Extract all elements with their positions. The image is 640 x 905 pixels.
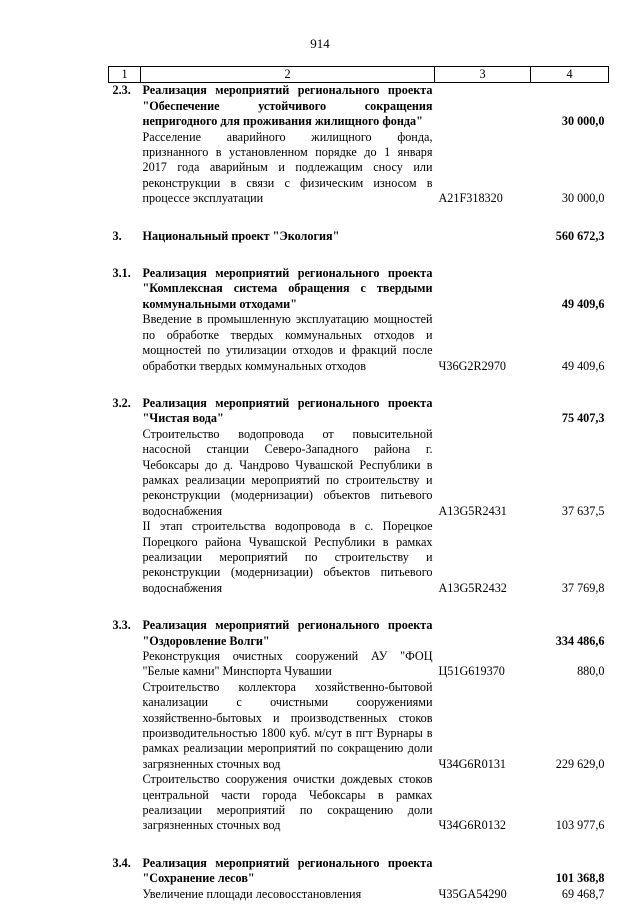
section-title: Реализация мероприятий регионального проекта "Чистая вода" [142,395,433,426]
section-row [109,229,609,244]
section-title: Национальный проект "Экология" [142,228,340,243]
table-header-row [109,67,609,83]
section-total: 334 486,6 [555,633,605,648]
section-total: 49 409,6 [561,296,605,311]
item-row [109,887,609,902]
item-description: II этап строительства водопровода в с. Порецкое Порецкого района Чувашской Республики в рамках реализации мероприятий по строительству и реконструкции (модернизации) объектов питьевого водоснабжения [142,519,433,595]
section-title: Реализация мероприятий регионального проекта "Комплексная система обращения с твердыми коммунальными отходами" [142,266,433,311]
section-total: 560 672,3 [555,228,605,243]
item-code: Ч34G6R0131 [438,756,507,771]
section-row [109,618,609,649]
item-description: Увеличение площади лесовосстановления [142,886,362,901]
item-code: А21F318320 [438,191,503,206]
section-total: 30 000,0 [561,114,605,129]
section-row [109,83,609,130]
item-amount: 37 637,5 [561,503,605,518]
item-amount: 30 000,0 [561,191,605,206]
section-number: 2.3. [112,83,131,98]
section-row [109,266,609,312]
item-code: А13G5R2431 [438,503,507,518]
item-description: Расселение аварийного жилищного фонда, признанного в установленном порядке до 1 января 2017 года аварийным и подлежащим сносу или реконструкции в связи с физическим износом в процессе эксплуатации [142,129,433,206]
item-amount: 229 629,0 [555,756,605,771]
section-number: 3.4. [112,855,131,870]
header-col-4: 4 [531,67,609,83]
item-row [109,130,609,207]
item-row [109,680,609,772]
item-amount: 880,0 [577,664,605,679]
item-amount: 69 468,7 [561,886,605,901]
item-code: Ц51G619370 [438,664,505,679]
item-code: А13G5R2432 [438,580,507,595]
section-title: Реализация мероприятий регионального проекта "Сохранение лесов" [142,855,433,886]
section-title: Реализация мероприятий регионального проекта "Обеспечение устойчивого сокращения непригодного для проживания жилищного фонда" [142,83,433,129]
item-description: Строительство сооружения очистки дождевых стоков центральной части города Чебоксары в рамках реализации мероприятий по сокращению доли загрязненных сточных вод [142,772,433,833]
item-code: Ч35GA54290 [438,886,507,901]
item-row [109,649,609,680]
section-number: 3. [112,228,122,243]
item-description: Введение в промышленную эксплуатацию мощностей по обработке твердых коммунальных отходов и мощностей по утилизации отходов и фракций после обработки твердых коммунальных отходов [142,312,433,373]
item-row [109,312,609,374]
item-code: Ч34G6R0132 [438,818,507,833]
section-total: 75 407,3 [561,411,605,426]
item-description: Строительство водопровода от повысительной насосной станции Северо-Западного района г. Чебоксары до д. Чандрово Чувашской Республики в рамках реализации мероприятий по строительству и реконструкции (модернизации) объектов питьевого водоснабжения [142,426,433,518]
section-number: 3.2. [112,395,131,410]
budget-table [108,66,609,902]
item-code: Ч36G2R2970 [438,358,507,373]
item-description: Строительство коллектора хозяйственно-бытовой канализации с очистными сооружениями хозяйственно-бытовых и производственных стоков производительностью 1800 куб. м/сут в пгт Вурнары в рамках реализации мероприятий по сокращению доли загрязненных сточных вод [142,679,433,771]
section-total: 101 368,8 [555,871,605,886]
section-number: 3.3. [112,618,131,633]
item-amount: 49 409,6 [561,358,605,373]
item-amount: 103 977,6 [555,818,605,833]
section-number: 3.1. [112,266,131,281]
section-row [109,396,609,427]
page-number: 914 [310,36,330,51]
item-row [109,772,609,834]
header-col-1: 1 [109,67,141,83]
item-description: Реконструкция очистных сооружений АУ "ФОЦ "Белые камни" Минспорта Чувашии [142,649,433,679]
header-col-3: 3 [435,67,531,83]
item-row [109,519,609,596]
item-row [109,427,609,519]
header-col-2: 2 [141,67,435,83]
section-row [109,856,609,887]
section-title: Реализация мероприятий регионального проекта "Оздоровление Волги" [142,618,433,648]
item-amount: 37 769,8 [561,580,605,595]
